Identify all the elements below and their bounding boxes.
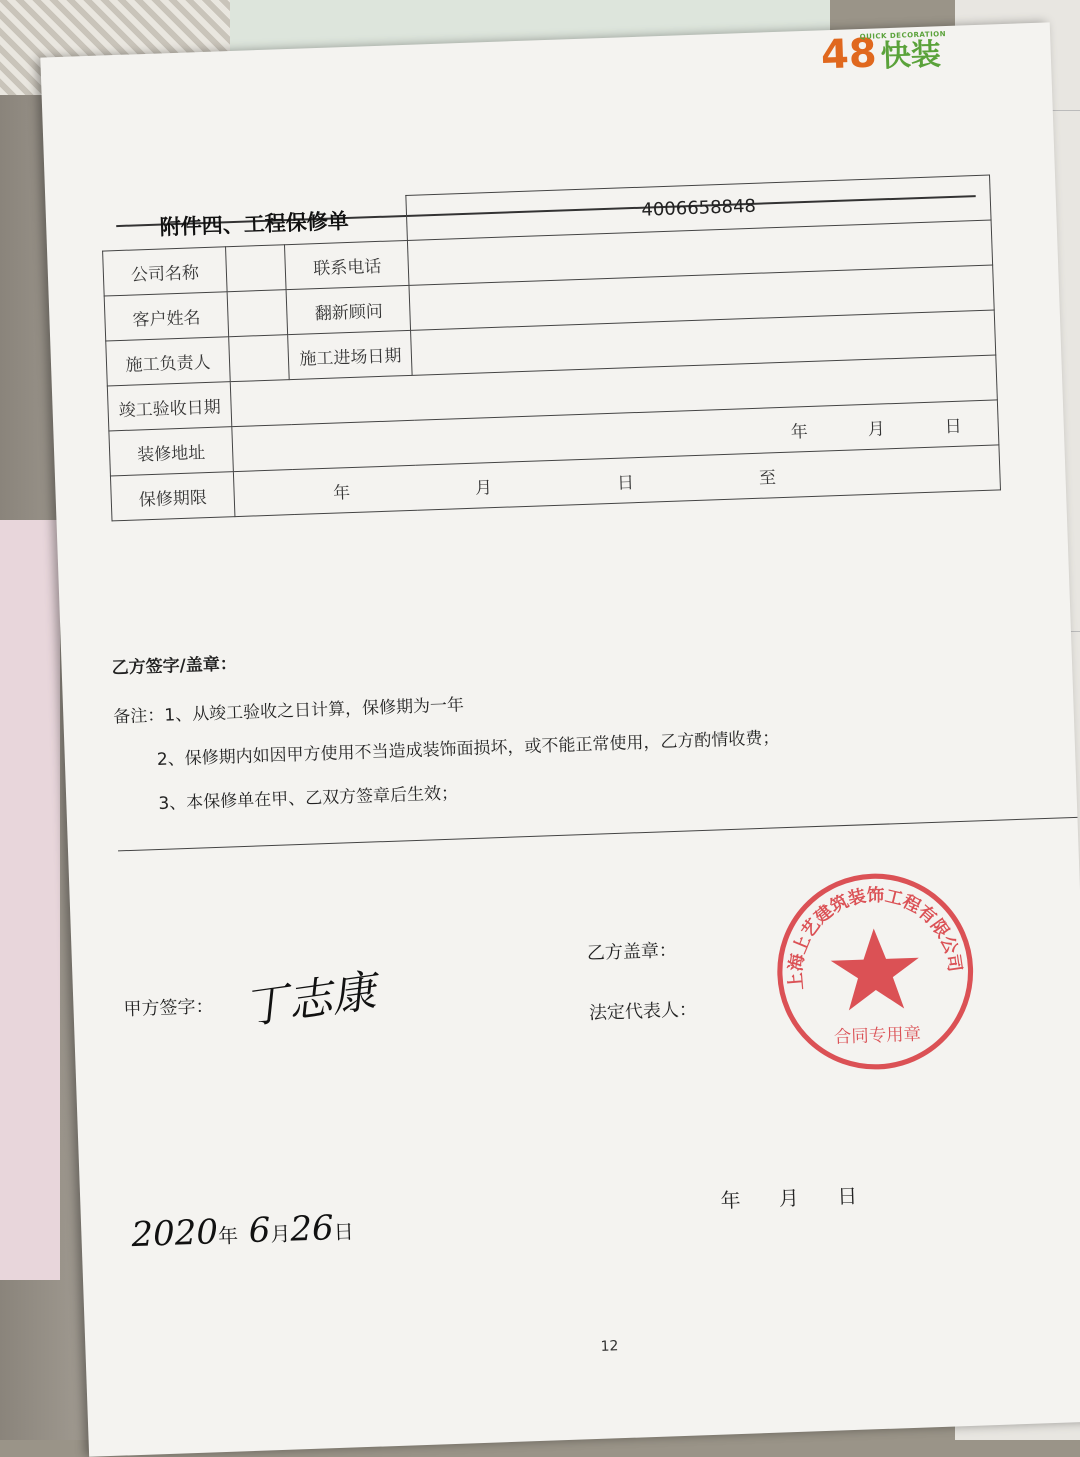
background-pink-sheet — [0, 520, 60, 1280]
notes-block — [113, 672, 782, 827]
signed-month-unit: 月 — [270, 1221, 291, 1247]
signed-day: 26 — [289, 1208, 335, 1250]
construction-manager-field[interactable] — [229, 335, 290, 382]
brand-logo — [820, 28, 947, 79]
signed-year: 2020 — [130, 1212, 219, 1256]
party-b-date-day: 日 — [836, 1183, 858, 1209]
period-start-month: 月 — [474, 477, 493, 499]
note-item: 2、保修期内如因甲方使用不当造成装饰面损坏，或不能正常使用，乙方酌情收费； — [156, 728, 780, 770]
svg-text:合同专用章: 合同专用章 — [833, 1024, 922, 1048]
construction-start-label: 施工进场日期 — [288, 330, 412, 379]
svg-text:上海上艺建筑装饰工程有限公司: 上海上艺建筑装饰工程有限公司 — [786, 885, 965, 991]
brand-number: 48 — [820, 30, 878, 79]
warranty-document — [40, 22, 1080, 1456]
party-a-signature-label: 甲方签字： — [123, 996, 214, 1021]
completion-date-label: 竣工验收日期 — [107, 382, 231, 431]
brand-name: 快装 — [880, 37, 942, 75]
brand-tagline: QUICK DECORATION — [859, 30, 947, 42]
party-b-date-year: 年 — [720, 1187, 742, 1213]
note-item: 3、本保修单在甲、乙双方签章后生效； — [158, 783, 459, 814]
period-end-day: 日 — [944, 416, 963, 437]
note-item: 备注：1、从竣工验收之日计算，保修期为一年 — [113, 695, 465, 728]
company-name-label: 公司名称 — [103, 247, 227, 296]
contact-phone-value: 4006658848 — [406, 175, 991, 240]
legal-representative-label: 法定代表人： — [588, 999, 698, 1025]
period-end-month: 月 — [867, 418, 886, 440]
party-b-date — [720, 1180, 858, 1214]
signed-day-unit: 日 — [333, 1219, 355, 1245]
contact-phone-label: 联系电话 — [285, 240, 409, 289]
period-spacer — [900, 458, 901, 483]
warranty-form-table — [101, 175, 1001, 522]
renovation-advisor-label: 翻新顾问 — [287, 285, 411, 334]
signed-date — [131, 1207, 355, 1255]
period-to: 至 — [758, 467, 777, 489]
party-a-handwritten-signature: 丁志康 — [240, 965, 379, 1035]
company-name-field[interactable] — [226, 245, 287, 292]
period-start-year: 年 — [332, 482, 351, 504]
customer-name-field[interactable] — [227, 290, 288, 337]
signed-month: 6 — [248, 1210, 272, 1252]
party-b-signature-label: 乙方签字/盖章： — [111, 654, 238, 679]
page-number: 12 — [600, 1338, 619, 1355]
party-b-seal-label: 乙方盖章： — [586, 939, 678, 965]
construction-manager-label: 施工负责人 — [106, 337, 230, 386]
form-title: 附件四、工程保修单 — [159, 208, 350, 240]
party-b-date-month: 月 — [778, 1185, 800, 1211]
signed-year-unit: 年 — [217, 1223, 239, 1249]
warranty-period-label: 保修期限 — [110, 472, 234, 521]
address-label: 装修地址 — [109, 427, 233, 476]
company-seal-stamp — [769, 866, 981, 1078]
customer-name-label: 客户姓名 — [104, 292, 228, 341]
period-end-year: 年 — [790, 421, 809, 443]
period-start-day: 日 — [616, 472, 635, 494]
